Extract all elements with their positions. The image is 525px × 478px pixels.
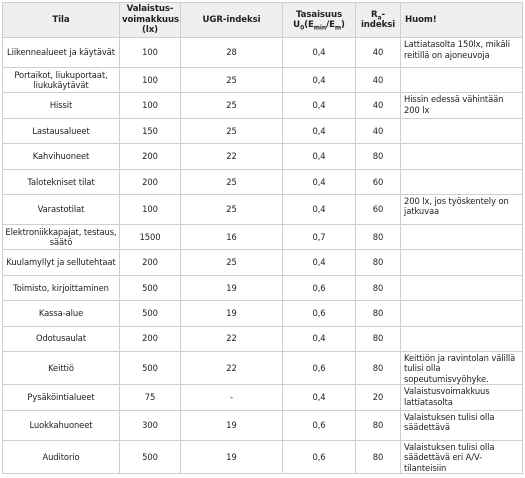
cell-lx: 200 bbox=[120, 144, 181, 169]
cell-tila: Kahvihuoneet bbox=[3, 144, 120, 169]
table-row bbox=[3, 301, 523, 326]
cell-ugr: 25 bbox=[181, 250, 283, 275]
cell-tila: Lastausalueet bbox=[3, 118, 120, 143]
header-tasaisuus-open: (E bbox=[304, 20, 314, 30]
cell-huom bbox=[401, 169, 523, 194]
header-tasaisuus-min: min bbox=[313, 24, 327, 32]
cell-u0: 0,4 bbox=[283, 93, 356, 118]
cell-ugr: 25 bbox=[181, 169, 283, 194]
cell-ra: 40 bbox=[356, 68, 401, 93]
table-row bbox=[3, 68, 523, 93]
cell-u0: 0,4 bbox=[283, 326, 356, 351]
table-row bbox=[3, 326, 523, 351]
cell-ugr: - bbox=[181, 385, 283, 410]
table-row bbox=[3, 224, 523, 249]
cell-lx: 200 bbox=[120, 250, 181, 275]
cell-tila: Keittiö bbox=[3, 351, 120, 385]
table-row bbox=[3, 118, 523, 143]
cell-ra: 60 bbox=[356, 169, 401, 194]
table-header bbox=[3, 3, 523, 38]
cell-tila: Elektroniikkapajat, testaus, säätö bbox=[3, 224, 120, 249]
cell-tila: Talotekniset tilat bbox=[3, 169, 120, 194]
cell-lx: 200 bbox=[120, 169, 181, 194]
cell-tila: Luokkahuoneet bbox=[3, 410, 120, 440]
cell-tila: Liikennealueet ja käytävät bbox=[3, 38, 120, 68]
cell-tila: Auditorio bbox=[3, 440, 120, 474]
cell-ugr: 19 bbox=[181, 275, 283, 300]
header-tasaisuus-m: m bbox=[334, 24, 341, 32]
lighting-requirements-table bbox=[2, 2, 523, 474]
cell-ugr: 19 bbox=[181, 301, 283, 326]
cell-u0: 0,6 bbox=[283, 275, 356, 300]
table-row bbox=[3, 250, 523, 275]
header-tila bbox=[3, 3, 120, 38]
cell-huom bbox=[401, 326, 523, 351]
table-body bbox=[3, 38, 523, 474]
header-huom bbox=[401, 3, 523, 38]
cell-tila: Pysäköintialueet bbox=[3, 385, 120, 410]
table-row bbox=[3, 351, 523, 385]
table-row bbox=[3, 440, 523, 474]
cell-lx: 1500 bbox=[120, 224, 181, 249]
header-tasaisuus-slash: /E bbox=[326, 20, 335, 30]
cell-u0: 0,4 bbox=[283, 385, 356, 410]
header-huom-label: Huom! bbox=[405, 14, 437, 25]
cell-lx: 500 bbox=[120, 301, 181, 326]
cell-huom bbox=[401, 275, 523, 300]
cell-lx: 100 bbox=[120, 194, 181, 224]
cell-ugr: 16 bbox=[181, 224, 283, 249]
header-tasaisuus-close: ) bbox=[341, 20, 345, 30]
cell-u0: 0,6 bbox=[283, 301, 356, 326]
cell-ugr: 22 bbox=[181, 326, 283, 351]
table-row bbox=[3, 144, 523, 169]
cell-ra: 80 bbox=[356, 275, 401, 300]
header-ra-sub: a bbox=[377, 14, 382, 22]
cell-ra: 40 bbox=[356, 38, 401, 68]
cell-ugr: 22 bbox=[181, 351, 283, 385]
cell-huom: Valaistusvoimakkuus lattiatasolta bbox=[401, 385, 523, 410]
cell-u0: 0,6 bbox=[283, 410, 356, 440]
cell-u0: 0,7 bbox=[283, 224, 356, 249]
cell-huom bbox=[401, 118, 523, 143]
cell-huom: Hissin edessä vähintään 200 lx bbox=[401, 93, 523, 118]
cell-huom: Lattiatasolta 150lx, mikäli reitillä on ajoneuvoja bbox=[401, 38, 523, 68]
cell-ugr: 25 bbox=[181, 93, 283, 118]
cell-ugr: 19 bbox=[181, 410, 283, 440]
cell-u0: 0,4 bbox=[283, 194, 356, 224]
cell-ugr: 25 bbox=[181, 68, 283, 93]
cell-lx: 100 bbox=[120, 93, 181, 118]
cell-tila: Portaikot, liukuportaat, liukukäytävät bbox=[3, 68, 120, 93]
header-ra-rest: -indeksi bbox=[360, 9, 396, 30]
cell-ra: 40 bbox=[356, 93, 401, 118]
cell-tila: Hissit bbox=[3, 93, 120, 118]
cell-tila: Kassa-alue bbox=[3, 301, 120, 326]
cell-huom bbox=[401, 250, 523, 275]
cell-huom bbox=[401, 301, 523, 326]
cell-lx: 100 bbox=[120, 38, 181, 68]
cell-ugr: 22 bbox=[181, 144, 283, 169]
cell-ra: 60 bbox=[356, 194, 401, 224]
cell-huom: 200 lx, jos työskentely on jatkuvaa bbox=[401, 194, 523, 224]
cell-lx: 100 bbox=[120, 68, 181, 93]
table-row bbox=[3, 194, 523, 224]
header-valaistus-line1: Valaistus- bbox=[126, 4, 174, 15]
cell-ra: 20 bbox=[356, 385, 401, 410]
cell-u0: 0,4 bbox=[283, 118, 356, 143]
cell-huom: Valaistuksen tulisi olla säädettävä bbox=[401, 410, 523, 440]
cell-tila: Kuulamyllyt ja sellutehtaat bbox=[3, 250, 120, 275]
header-ugr bbox=[181, 3, 283, 38]
header-ra bbox=[356, 3, 401, 38]
cell-lx: 300 bbox=[120, 410, 181, 440]
cell-ra: 80 bbox=[356, 351, 401, 385]
cell-huom bbox=[401, 224, 523, 249]
cell-u0: 0,4 bbox=[283, 68, 356, 93]
table-row bbox=[3, 275, 523, 300]
cell-u0: 0,4 bbox=[283, 38, 356, 68]
header-tila-label: Tila bbox=[52, 14, 70, 25]
header-ra-r: R bbox=[371, 9, 378, 20]
cell-lx: 500 bbox=[120, 440, 181, 474]
cell-ugr: 19 bbox=[181, 440, 283, 474]
cell-ra: 80 bbox=[356, 326, 401, 351]
header-tasaisuus-u: U bbox=[293, 20, 301, 30]
cell-ra: 80 bbox=[356, 224, 401, 249]
cell-huom bbox=[401, 68, 523, 93]
cell-lx: 200 bbox=[120, 326, 181, 351]
cell-ra: 80 bbox=[356, 250, 401, 275]
header-tasaisuus-u-sub: 0 bbox=[300, 24, 305, 32]
cell-ugr: 25 bbox=[181, 118, 283, 143]
cell-u0: 0,4 bbox=[283, 169, 356, 194]
cell-ra: 40 bbox=[356, 118, 401, 143]
cell-u0: 0,6 bbox=[283, 440, 356, 474]
table-row bbox=[3, 385, 523, 410]
cell-u0: 0,6 bbox=[283, 351, 356, 385]
header-valaistusvoimakkuus bbox=[120, 3, 181, 38]
table-row bbox=[3, 169, 523, 194]
table-row bbox=[3, 93, 523, 118]
cell-u0: 0,4 bbox=[283, 144, 356, 169]
cell-lx: 150 bbox=[120, 118, 181, 143]
cell-tila: Varastotilat bbox=[3, 194, 120, 224]
cell-u0: 0,4 bbox=[283, 250, 356, 275]
cell-ra: 80 bbox=[356, 440, 401, 474]
cell-huom: Keittiön ja ravintolan välillä tulisi olla sopeutumisvyöhyke. bbox=[401, 351, 523, 385]
header-valaistus-line2: voimakkuus (lx) bbox=[122, 14, 179, 36]
header-tasaisuus-line1: Tasaisuus bbox=[296, 9, 342, 20]
cell-lx: 500 bbox=[120, 351, 181, 385]
table-row bbox=[3, 410, 523, 440]
cell-ugr: 28 bbox=[181, 38, 283, 68]
table-row bbox=[3, 38, 523, 68]
cell-lx: 500 bbox=[120, 275, 181, 300]
header-row bbox=[3, 3, 523, 38]
cell-tila: Toimisto, kirjoittaminen bbox=[3, 275, 120, 300]
cell-ra: 80 bbox=[356, 301, 401, 326]
cell-huom bbox=[401, 144, 523, 169]
header-ugr-label: UGR-indeksi bbox=[202, 14, 261, 25]
cell-lx: 75 bbox=[120, 385, 181, 410]
cell-ugr: 25 bbox=[181, 194, 283, 224]
cell-tila: Odotusaulat bbox=[3, 326, 120, 351]
cell-huom: Valaistuksen tulisi olla säädettävä eri A/V-tilanteisiin bbox=[401, 440, 523, 474]
cell-ra: 80 bbox=[356, 410, 401, 440]
header-tasaisuus bbox=[283, 3, 356, 38]
cell-ra: 80 bbox=[356, 144, 401, 169]
